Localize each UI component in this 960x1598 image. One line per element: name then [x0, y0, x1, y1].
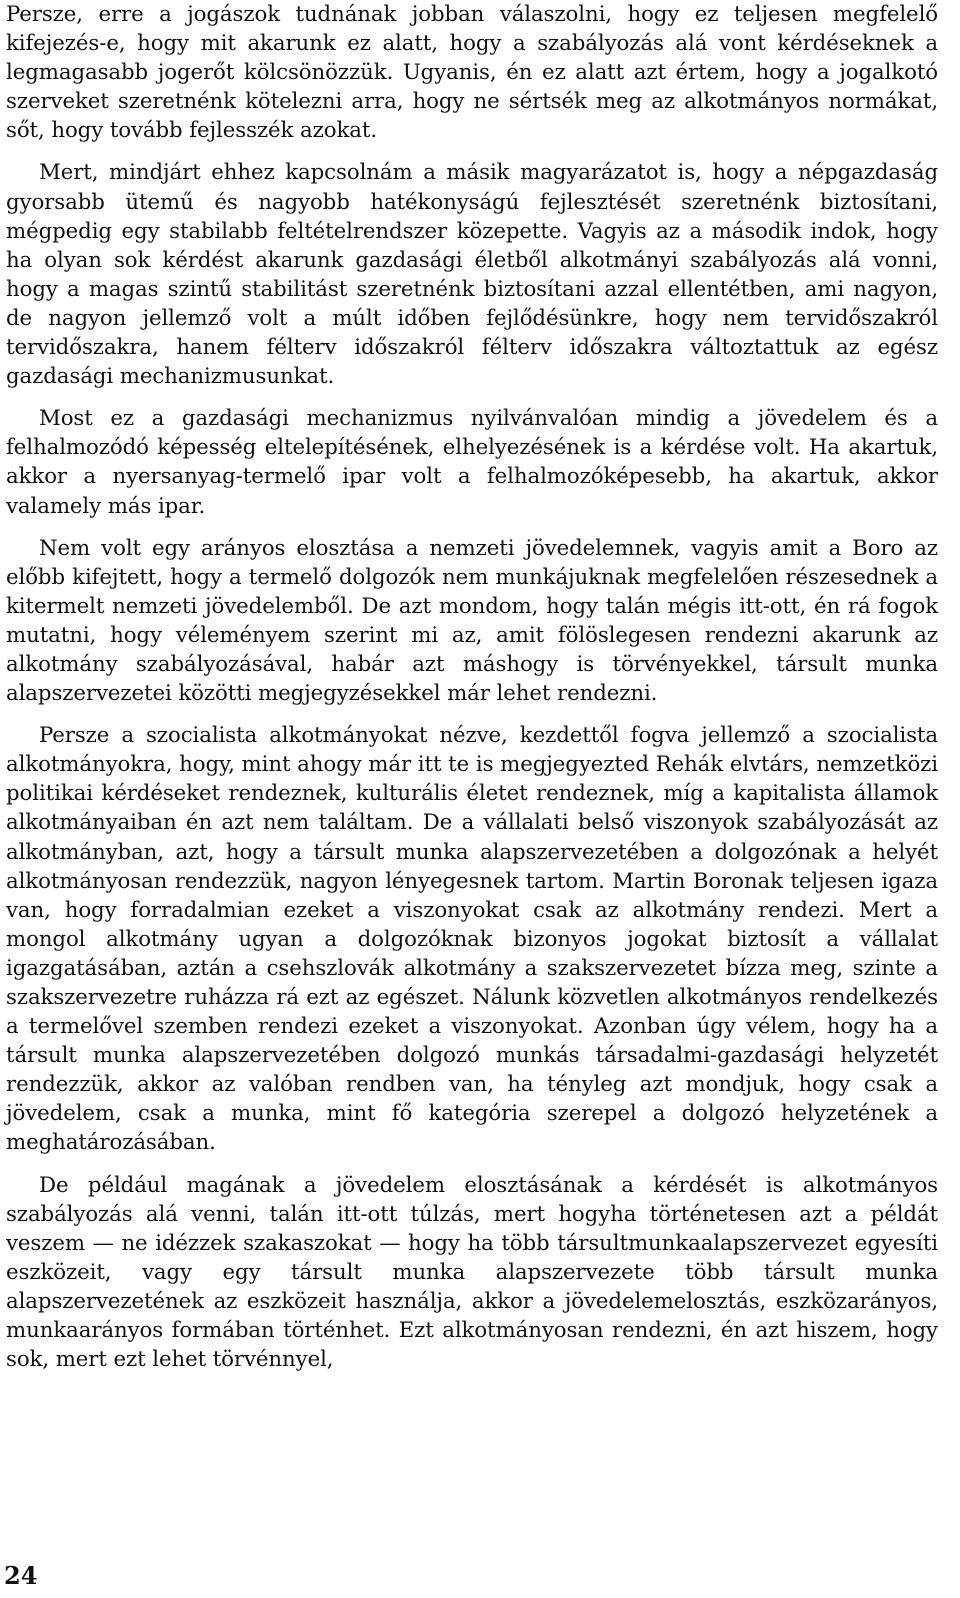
page-number: 24 — [4, 1561, 38, 1590]
paragraph-2: Mert, mindjárt ehhez kapcsolnám a másik magyarázatot is, hogy a népgazdaság gyorsabb ütemű és nagyobb hatékonyságú fejlesztését szeretnénk biztosítani, mégpedig egy stabilabb feltételrendszer közepette. Vagyis az a második indok, hogy ha olyan sok kérdést akarunk gazdasági életből alkotmányi szabályozás alá vonni, hogy a magas szintű stabilitást szeretnénk biztosítani azzal ellentétben, ami nagyon, de nagyon jellemző volt a múlt időben fejlődésünkre, hogy nem tervidőszakról tervidőszakra, hanem félterv időszakról félterv időszakra változtattuk az egész gazdasági mechanizmusunkat. — [6, 160, 938, 390]
paragraph-6: De például magának a jövedelem elosztásának a kérdését is alkotmányos szabályozás alá venni, talán itt-ott túlzás, mert hogyha történetesen azt a példát veszem — ne idézzek szakaszokat — hogy ha több társultmunkaalapszervezet egyesíti eszközeit, vagy egy társult munka alapszervezete több társult munka alapszervezetének az eszközeit használja, akkor a jövedelemelosztás, eszközarányos, munkaarányos formában történhet. Ezt alkotmányosan rendezni, én azt hiszem, hogy sok, mert ezt lehet törvénnyel, — [6, 1172, 938, 1373]
paragraph-4: Nem volt egy arányos elosztása a nemzeti jövedelemnek, vagyis amit a Boro az előbb kifejtett, hogy a termelő dolgozók nem munkájuknak megfelelően részesednek a kitermelt nemzeti jövedelemből. De azt mondom, hogy talán mégis itt-ott, én rá fogok mutatni, hogy véleményem szerint mi az, amit fölöslegesen rendezni akarunk az alkotmány szabályozásával, habár azt máshogy is törvényekkel, társult munka alapszervezetei közötti megjegyzésekkel már lehet rendezni. — [6, 535, 938, 707]
document-page — [6, 0, 938, 1387]
paragraph-1: Persze, erre a jogászok tudnának jobban válaszolni, hogy ez teljesen megfelelő kifejezés-e, hogy mit akarunk ez alatt, hogy a szabályozás alá vont kérdéseknek a legmagasabb jogerőt kölcsönözzük. Ugyanis, én ez alatt azt értem, hogy a jogalkotó szerveket szeretnénk kötelezni arra, hogy ne sértsék meg az alkotmányos normákat, sőt, hogy tovább fejlesszék azokat. — [6, 2, 938, 144]
paragraph-3: Most ez a gazdasági mechanizmus nyilvánvalóan mindig a jövedelem és a felhalmozódó képesség eltelepítésének, elhelyezésének is a kérdése volt. Ha akartuk, akkor a nyersanyag-termelő ipar volt a felhalmozóképesebb, ha akartuk, akkor valamely más ipar. — [6, 406, 938, 519]
paragraph-5: Persze a szocialista alkotmányokat nézve, kezdettől fogva jellemző a szocialista alkotmányokra, hogy, mint ahogy már itt te is megjegyezted Rehák elvtárs, nemzetközi politikai kérdéseket rendeznek, kulturális életet rendeznek, míg a kapitalista államok alkotmányaiban én azt nem találtam. De a vállalati belső viszonyok szabályozását az alkotmányban, azt, hogy a társult munka alapszervezetében a dolgozónak a helyét alkotmányosan rendezzük, nagyon lényegesnek tartom. Martin Boronak teljesen igaza van, hogy forradalmian ezeket a viszonyokat csak az alkotmány rendezi. Mert a mongol alkotmány ugyan a dolgozóknak bizonyos jogokat biztosít a vállalat igazgatásában, aztán a csehszlovák alkotmány a szakszervezetet bízza meg, szinte a szakszervezetre ruházza rá ezt az egészet. Nálunk közvetlen alkotmányos rendelkezés a termelővel szemben rendezi ezeket a viszonyokat. Azonban úgy vélem, hogy ha a társult munka alapszervezetében dolgozó munkás társadalmi-gazdasági helyzetét rendezzük, akkor az valóban rendben van, ha tényleg azt mondjuk, hogy csak a jövedelem, csak a munka, mint fő kategória szerepel a dolgozó helyzetének a meghatározásában. — [6, 723, 938, 1156]
